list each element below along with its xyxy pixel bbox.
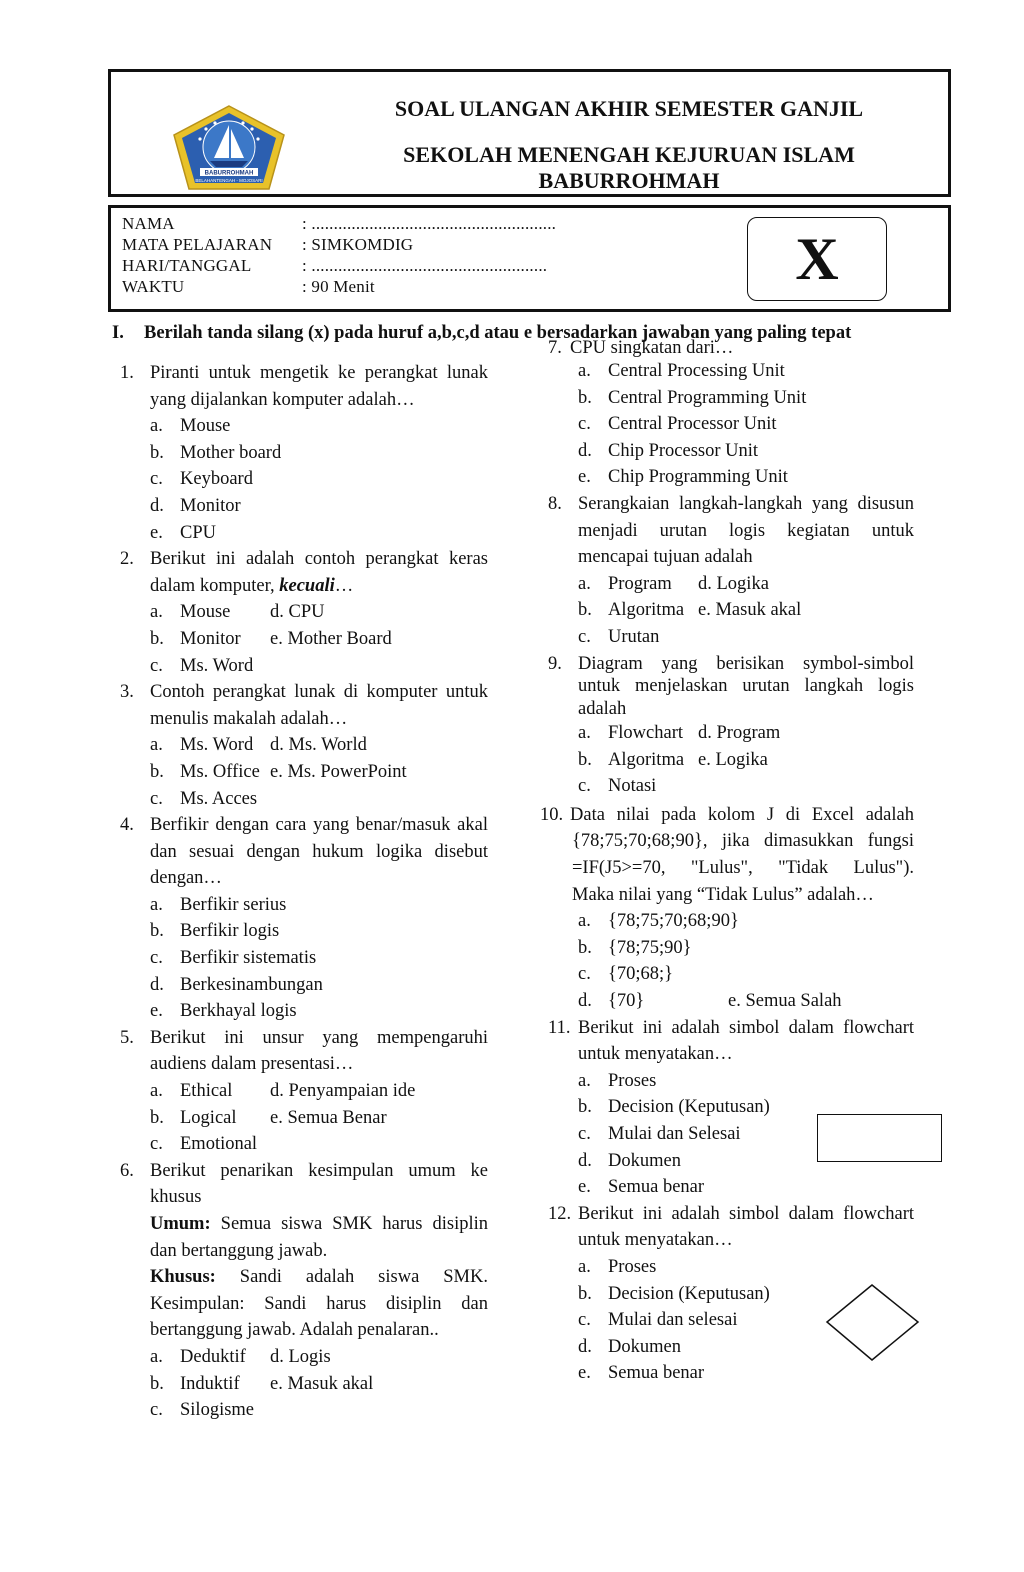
q4-option-c[interactable]: c. Berfikir sistematis [150, 948, 317, 969]
q7-option-c[interactable]: c. Central Processor Unit [578, 414, 777, 435]
q6-option-d[interactable]: d. Logis [270, 1346, 331, 1367]
q8-options-row2 [540, 597, 914, 624]
exam-title: SOAL ULANGAN AKHIR SEMESTER GANJIL [394, 96, 864, 121]
q12-option-e[interactable]: e. Semua benar [578, 1363, 705, 1384]
q7-option-b[interactable]: b. Central Programming Unit [578, 387, 807, 408]
info-row-waktu: WAKTU : 90 Menit [122, 277, 375, 296]
q8-option-d[interactable]: d. Logika [698, 573, 769, 594]
q8-options-row1 [540, 571, 914, 598]
q3-option-a[interactable]: a. Ms. Word [150, 735, 254, 756]
q6-options-row1 [120, 1344, 488, 1371]
q1-option-a[interactable]: a. Mouse [150, 416, 231, 437]
question-2: 2. Berikut ini adalah contoh perangkat keras dalam komputer, kecuali… [120, 549, 488, 596]
school-crest-logo [170, 103, 288, 191]
q4-option-d[interactable]: d. Berkesinambungan [150, 974, 323, 995]
q10-option-c[interactable]: c. {70;68;} [578, 964, 674, 985]
q4-option-a[interactable]: a. Berfikir serius [150, 894, 287, 915]
tanggal-field[interactable]: : ..................................................... [302, 256, 548, 275]
q1-option-b[interactable]: b. Mother board [150, 442, 282, 463]
section-instruction: I. Berilah tanda silang (x) pada huruf a,b,c,d atau e bersadarkan jawaban yang paling tepat [112, 323, 852, 343]
q10-options-row-de [540, 988, 914, 1015]
q10-option-b[interactable]: b. {78;75;90} [578, 937, 692, 958]
q9-options-row2 [540, 747, 914, 774]
question-3: 3. Contoh perangkat lunak di komputer untuk menulis makalah adalah… [120, 682, 488, 729]
q8-option-b[interactable]: b. Algoritma [578, 600, 685, 621]
svg-text:BABURROHMAH: BABURROHMAH [204, 170, 254, 177]
q1-option-e[interactable]: e. CPU [150, 522, 216, 543]
q12-option-b[interactable]: b. Decision (Keputusan) [578, 1283, 770, 1304]
q9-option-e[interactable]: e. Logika [698, 749, 768, 770]
q2-option-d[interactable]: d. CPU [270, 602, 325, 623]
q5-option-c[interactable]: c. Emotional [150, 1134, 258, 1155]
info-row-tanggal: HARI/TANGGAL : ..................................................... [122, 256, 548, 275]
svg-text:BELAHANTENGAH - MOJOSARI: BELAHANTENGAH - MOJOSARI [195, 178, 263, 183]
q11-option-b[interactable]: b. Decision (Keputusan) [578, 1097, 770, 1118]
q6-khusus: Khusus: Sandi adalah siswa SMK. Kesimpulan: Sandi harus disiplin dan bertanggung jawab. Adalah penalaran.. [150, 1267, 488, 1341]
q2-option-a[interactable]: a. Mouse [150, 602, 231, 623]
question-5: 5. Berikut ini unsur yang mempengaruhi audiens dalam presentasi… [120, 1027, 488, 1075]
q3-options-row2 [120, 759, 488, 786]
question-11: 11. Berikut ini adalah simbol dalam flowchart untuk menyatakan… [548, 1017, 914, 1065]
q1-option-c[interactable]: c. Keyboard [150, 469, 253, 490]
q11-option-d[interactable]: d. Dokumen [578, 1150, 681, 1171]
q12-option-a[interactable]: a. Proses [578, 1256, 657, 1277]
q11-option-a[interactable]: a. Proses [578, 1070, 657, 1091]
info-row-mapel: MATA PELAJARAN : SIMKOMDIG [122, 235, 414, 254]
q6-option-a[interactable]: a. Deduktif [150, 1346, 246, 1367]
q3-option-d[interactable]: d. Ms. World [270, 735, 367, 756]
q6-option-c[interactable]: c. Silogisme [150, 1400, 255, 1421]
left-column [120, 360, 488, 1424]
q12-option-d[interactable]: d. Dokumen [578, 1336, 681, 1357]
q5-options-row1 [120, 1078, 488, 1105]
q7-option-e[interactable]: e. Chip Programming Unit [578, 467, 788, 488]
q10-option-a[interactable]: a. {78;75;70;68;90} [578, 911, 739, 932]
q2-option-e[interactable]: e. Mother Board [270, 628, 392, 649]
q4-option-e[interactable]: e. Berkhayal logis [150, 1001, 297, 1022]
q2-options-row2 [120, 626, 488, 653]
q3-option-b[interactable]: b. Ms. Office [150, 761, 260, 782]
q8-option-c[interactable]: c. Urutan [578, 626, 660, 647]
q6-option-e[interactable]: e. Masuk akal [270, 1373, 374, 1394]
q11-option-c[interactable]: c. Mulai dan Selesai [578, 1123, 741, 1144]
q5-option-b[interactable]: b. Logical [150, 1107, 237, 1128]
decision-diamond-symbol [825, 1283, 921, 1363]
q6-option-b[interactable]: b. Induktif [150, 1373, 240, 1394]
q8-option-a[interactable]: a. Program [578, 573, 672, 594]
question-1: 1. Piranti untuk mengetik ke perangkat lunak yang dijalankan komputer adalah… [120, 363, 488, 410]
q2-option-b[interactable]: b. Monitor [150, 628, 241, 649]
right-column [540, 338, 914, 1387]
q1-option-d[interactable]: d. Monitor [150, 495, 241, 516]
question-10: 10. Data nilai pada kolom J di Excel adalah {78;75;70;68;90}, jika dimasukkan fungsi =IF(J5>=70, "Lulus", "Tidak Lulus"). Maka nilai yang “Tidak Lulus” adalah… [540, 804, 914, 905]
q9-option-c[interactable]: c. Notasi [578, 776, 657, 797]
school-name-line1: SEKOLAH MENENGAH KEJURUAN ISLAM [403, 142, 855, 167]
q3-options-row1 [120, 732, 488, 759]
question-6: 6. Berikut penarikan kesimpulan umum ke khusus [120, 1160, 488, 1208]
question-4: 4. Berfikir dengan cara yang benar/masuk akal dan sesuai dengan hukum logika disebut dengan… [120, 815, 488, 889]
q9-option-a[interactable]: a. Flowchart [578, 723, 684, 744]
q8-option-e[interactable]: e. Masuk akal [698, 600, 802, 621]
q6-options-row2 [120, 1371, 488, 1398]
q5-options-row2 [120, 1105, 488, 1132]
q7-option-a[interactable]: a. Central Processing Unit [578, 361, 785, 381]
q9-option-d[interactable]: d. Program [698, 723, 781, 744]
q2-option-c[interactable]: c. Ms. Word [150, 655, 254, 676]
q3-option-e[interactable]: e. Ms. PowerPoint [270, 761, 407, 782]
q7-option-d[interactable]: d. Chip Processor Unit [578, 440, 759, 461]
q10-option-d[interactable]: d. {70} [578, 990, 645, 1011]
question-12: 12. Berikut ini adalah simbol dalam flowchart untuk menyatakan… [548, 1203, 914, 1251]
school-name-line2: BABURROHMAH [538, 168, 720, 193]
q3-option-c[interactable]: c. Ms. Acces [150, 788, 258, 809]
process-rectangle-symbol [817, 1114, 942, 1162]
q5-option-d[interactable]: d. Penyampaian ide [270, 1081, 416, 1102]
nama-field[interactable]: : ....................................................... [302, 214, 557, 233]
q5-option-e[interactable]: e. Semua Benar [270, 1107, 387, 1128]
q4-option-b[interactable]: b. Berfikir logis [150, 921, 280, 942]
class-badge: X [747, 217, 887, 301]
q6-umum: Umum: Semua siswa SMK harus disiplin dan bertanggung jawab. [150, 1214, 488, 1261]
q9-option-b[interactable]: b. Algoritma [578, 749, 685, 770]
q10-option-e[interactable]: e. Semua Salah [728, 990, 842, 1011]
info-row-nama: NAMA : ....................................................... [122, 214, 557, 233]
q2-options-row1 [120, 599, 488, 626]
question-9: 9. Diagram yang berisikan symbol-simbol untuk menjelaskan urutan langkah logis adalah [548, 653, 914, 719]
q12-option-c[interactable]: c. Mulai dan selesai [578, 1310, 738, 1331]
q9-options-row1 [540, 720, 914, 747]
q5-option-a[interactable]: a. Ethical [150, 1081, 233, 1102]
question-7: 7. CPU singkatan dari… [548, 338, 734, 358]
question-8: 8. Serangkaian langkah-langkah yang disusun menjadi urutan logis kegiatan untuk mencapai tujuan adalah [548, 493, 914, 568]
q11-option-e[interactable]: e. Semua benar [578, 1177, 705, 1198]
